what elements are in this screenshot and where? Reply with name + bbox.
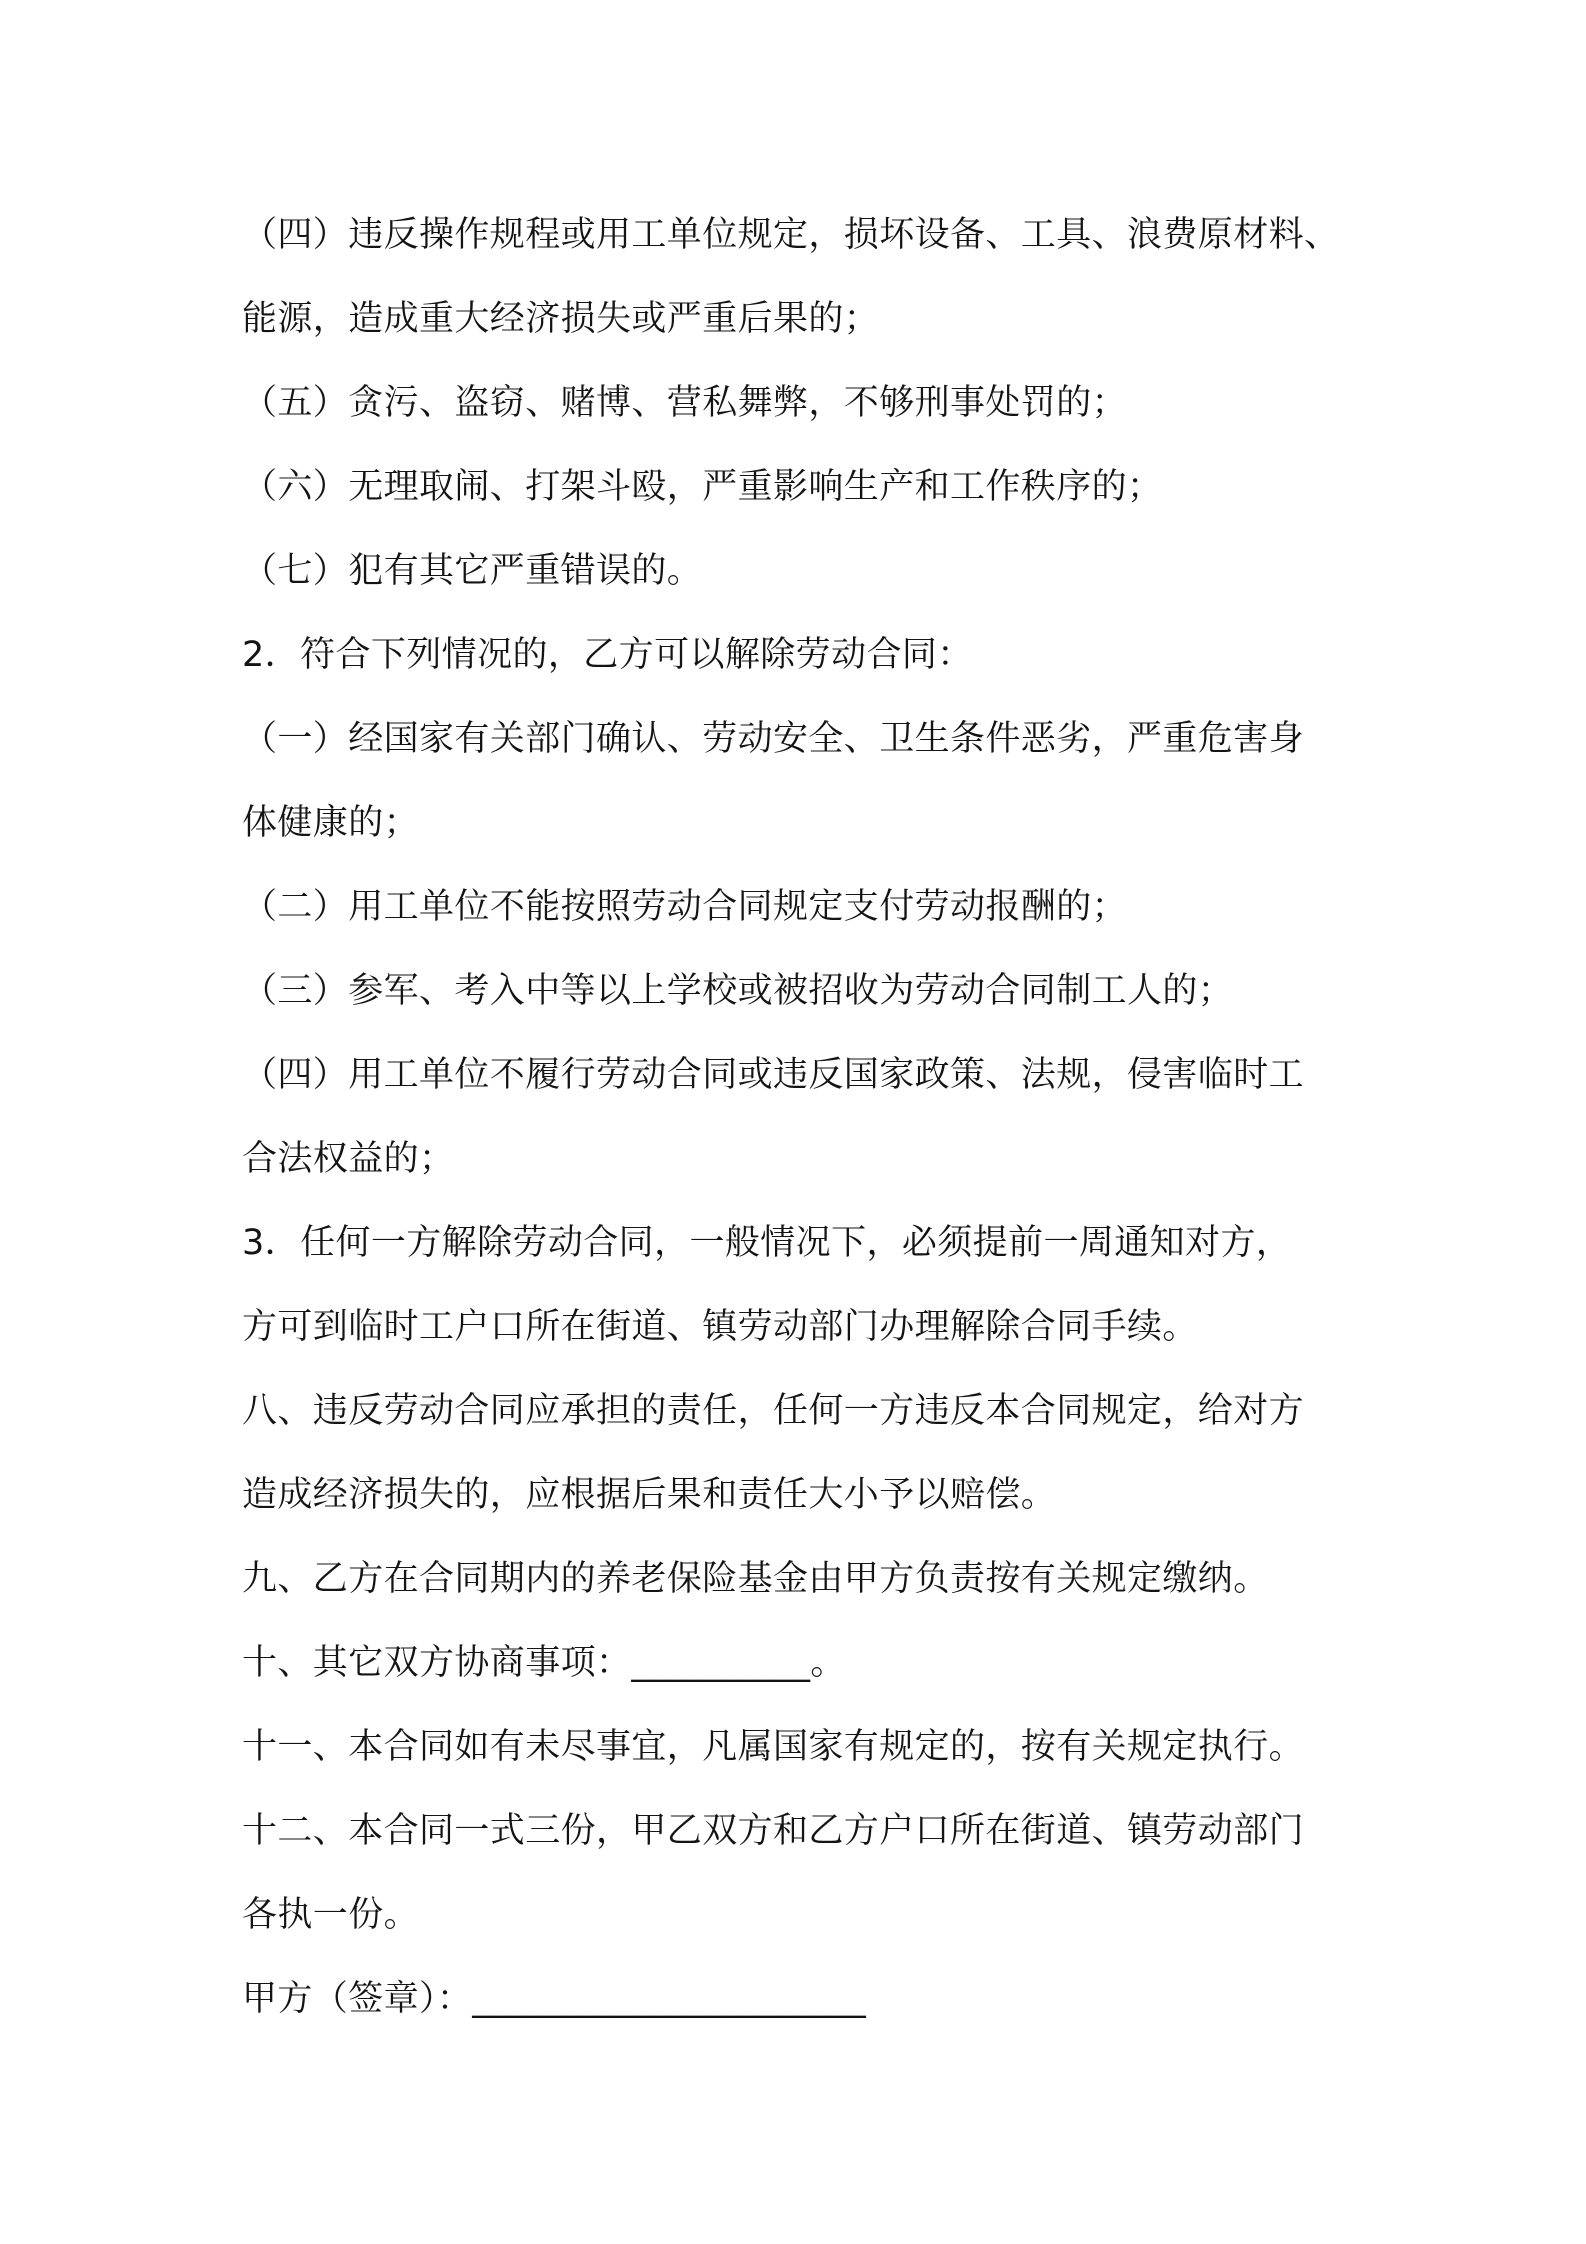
text-line-8: 体健康的； — [242, 803, 420, 843]
text-line-14: 方可到临时工户口所在街道、镇劳动部门办理解除合同手续。 — [242, 1307, 1198, 1347]
contract-body — [242, 193, 1362, 2041]
text-line-11: （四）用工单位不履行劳动合同或违反国家政策、法规，侵害临时工 — [242, 1055, 1305, 1095]
text-line-10: （三）参军、考入中等以上学校或被招收为劳动合同制工人的； — [242, 971, 1234, 1011]
text-line-12: 合法权益的； — [242, 1139, 455, 1179]
text-line-2: 能源，造成重大经济损失或严重后果的； — [242, 299, 880, 339]
text-line-1: （四）违反操作规程或用工单位规定，损坏设备、工具、浪费原材料、 — [242, 215, 1340, 255]
text-line-5: （七）犯有其它严重错误的。 — [242, 551, 703, 591]
text-line-18: 十、其它双方协商事项：__________。 — [242, 1643, 846, 1683]
text-line-16: 造成经济损失的，应根据后果和责任大小予以赔偿。 — [242, 1475, 1057, 1515]
text-line-20: 十二、本合同一式三份，甲乙双方和乙方户口所在街道、镇劳动部门 — [242, 1811, 1305, 1851]
text-line-19: 十一、本合同如有未尽事宜，凡属国家有规定的，按有关规定执行。 — [242, 1727, 1305, 1767]
text-line-6: 2．符合下列情况的，乙方可以解除劳动合同： — [242, 635, 973, 675]
text-line-9: （二）用工单位不能按照劳动合同规定支付劳动报酬的； — [242, 887, 1128, 927]
text-line-13: 3．任何一方解除劳动合同，一般情况下，必须提前一周通知对方， — [242, 1223, 1292, 1263]
text-line-17: 九、乙方在合同期内的养老保险基金由甲方负责按有关规定缴纳。 — [242, 1559, 1269, 1599]
text-line-15: 八、违反劳动合同应承担的责任，任何一方违反本合同规定，给对方 — [242, 1391, 1305, 1431]
text-line-7: （一）经国家有关部门确认、劳动安全、卫生条件恶劣，严重危害身 — [242, 719, 1305, 759]
text-line-3: （五）贪污、盗窃、赌博、营私舞弊，不够刑事处罚的； — [242, 383, 1128, 423]
text-line-21: 各执一份。 — [242, 1895, 420, 1935]
text-line-4: （六）无理取闹、打架斗殴，严重影响生产和工作秩序的； — [242, 467, 1163, 507]
signature-line-party-a: 甲方（签章）：______________________ — [242, 1979, 867, 2019]
